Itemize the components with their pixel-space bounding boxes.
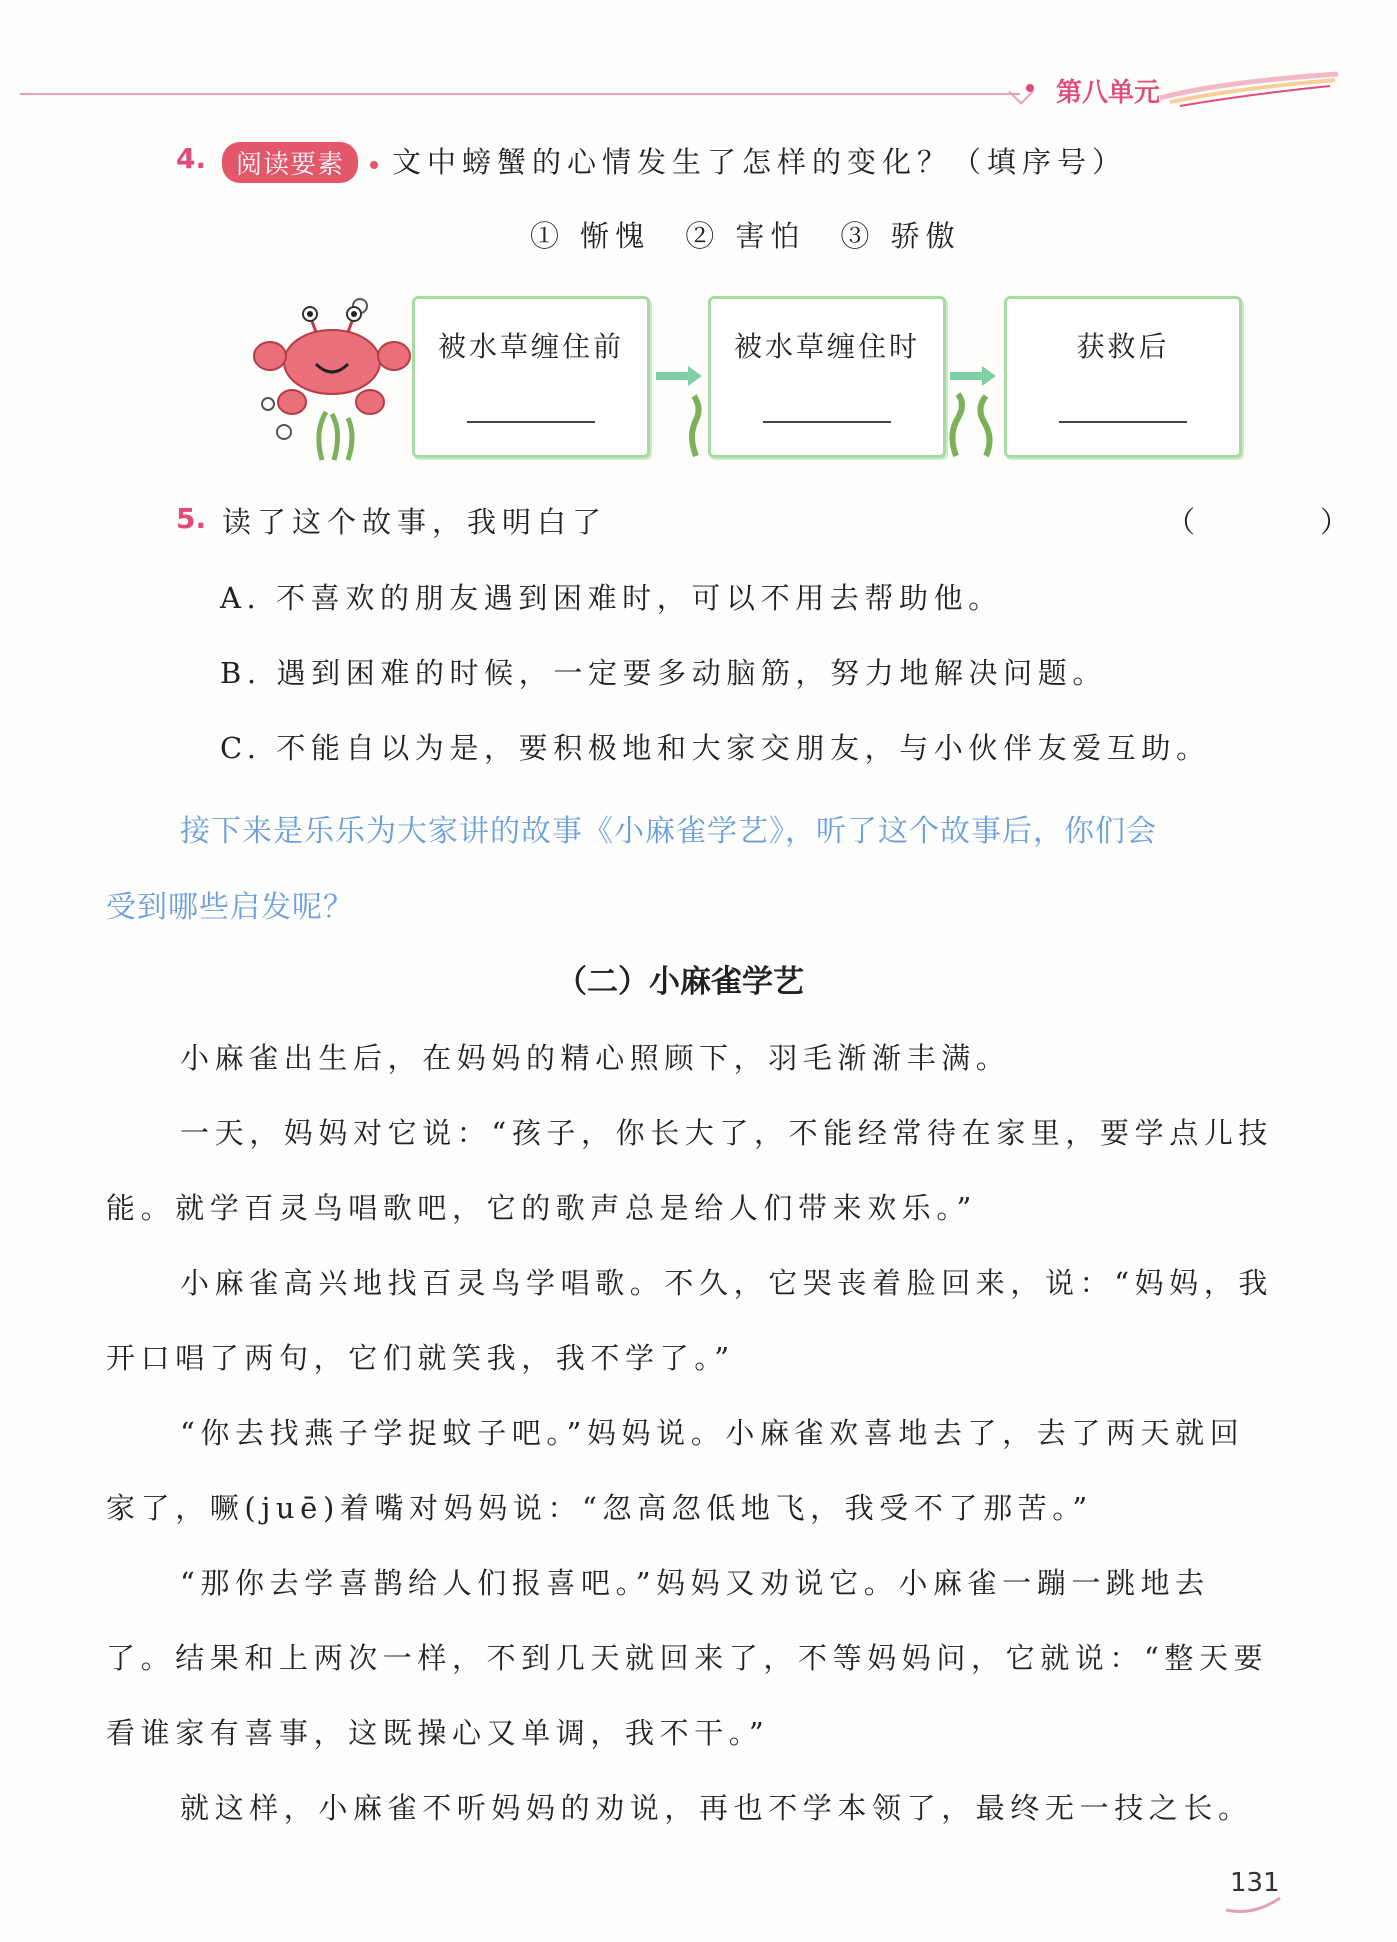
- story-line: 小麻雀高兴地找百灵鸟学唱歌。不久，它哭丧着脸回来，说：“妈妈，我: [180, 1266, 1274, 1300]
- header-swoosh-icon: [1160, 70, 1340, 110]
- intro-line-2: 受到哪些启发呢？: [106, 890, 354, 925]
- q5-text: 读了这个故事，我明白了: [222, 505, 608, 539]
- story-line: 了。结果和上两次一样，不到几天就回来了，不等妈妈问，它就说：“整天要: [106, 1641, 1269, 1675]
- box-label: 被水草缠住前: [437, 330, 624, 363]
- unit-label: 第八单元: [1056, 78, 1161, 108]
- box-after-rescued: [1004, 296, 1242, 458]
- box-label: 获救后: [1076, 330, 1170, 363]
- arrow-right-icon: [656, 366, 702, 386]
- story-line: 小麻雀出生后，在妈妈的精心照顾下，羽毛渐渐丰满。: [180, 1041, 1011, 1075]
- q4-options: ① 惭愧 ② 害怕 ③ 骄傲: [530, 219, 961, 253]
- box-while-trapped: [708, 296, 946, 458]
- story-line: 一天，妈妈对它说：“孩子，你长大了，不能经常待在家里，要学点儿技: [180, 1116, 1274, 1150]
- q4-text: 文中螃蟹的心情发生了怎样的变化？（填序号）: [392, 145, 1128, 179]
- tag-dot-icon: [370, 161, 378, 169]
- q5-option-b[interactable]: B. 遇到困难的时候，一定要多动脑筋，努力地解决问题。: [220, 656, 1107, 690]
- story-line: 家了，噘(juē)着嘴对妈妈说：“忽高忽低地飞，我受不了那苦。”: [106, 1491, 1093, 1525]
- answer-blank[interactable]: [1059, 421, 1187, 423]
- header-dot-icon: [1026, 84, 1034, 92]
- seaweed-icon: [946, 394, 1006, 456]
- answer-blank[interactable]: [467, 421, 595, 423]
- q5-option-c[interactable]: C. 不能自以为是，要积极地和大家交朋友，与小伙伴友爱互助。: [220, 731, 1211, 765]
- q5-number: 5.: [176, 502, 207, 535]
- answer-blank[interactable]: [763, 421, 891, 423]
- story-line: 看谁家有喜事，这既操心又单调，我不干。”: [106, 1716, 770, 1750]
- story-line: 开口唱了两句，它们就笑我，我不学了。”: [106, 1341, 735, 1375]
- q4-number: 4.: [176, 142, 207, 175]
- seaweed-icon: [684, 396, 708, 456]
- page-swoosh-icon: [1224, 1896, 1284, 1916]
- header-rule: [20, 93, 1020, 95]
- arrow-right-icon: [950, 366, 996, 386]
- q5-option-a[interactable]: A. 不喜欢的朋友遇到困难时，可以不用去帮助他。: [220, 581, 1003, 615]
- box-before-trapped: [412, 296, 650, 458]
- story-line: 能。就学百灵鸟唱歌吧，它的歌声总是给人们带来欢乐。”: [106, 1191, 977, 1225]
- q5-answer-paren[interactable]: （ ）: [1166, 505, 1397, 539]
- page-number: 131: [1230, 1868, 1280, 1898]
- intro-line-1: 接下来是乐乐为大家讲的故事《小麻雀学艺》，听了这个故事后，你们会: [180, 814, 1157, 849]
- story-title: （二）小麻雀学艺: [556, 964, 804, 1000]
- crab-illustration-icon: [252, 292, 412, 462]
- story-line: 就这样，小麻雀不听妈妈的劝说，再也不学本领了，最终无一技之长。: [180, 1791, 1253, 1825]
- story-line: “你去找燕子学捉蚊子吧。”妈妈说。小麻雀欢喜地去了，去了两天就回: [180, 1416, 1245, 1450]
- story-line: “那你去学喜鹊给人们报喜吧。”妈妈又劝说它。小麻雀一蹦一跳地去: [180, 1566, 1210, 1600]
- reading-element-tag: 阅读要素: [222, 142, 358, 183]
- box-label: 被水草缠住时: [733, 330, 920, 363]
